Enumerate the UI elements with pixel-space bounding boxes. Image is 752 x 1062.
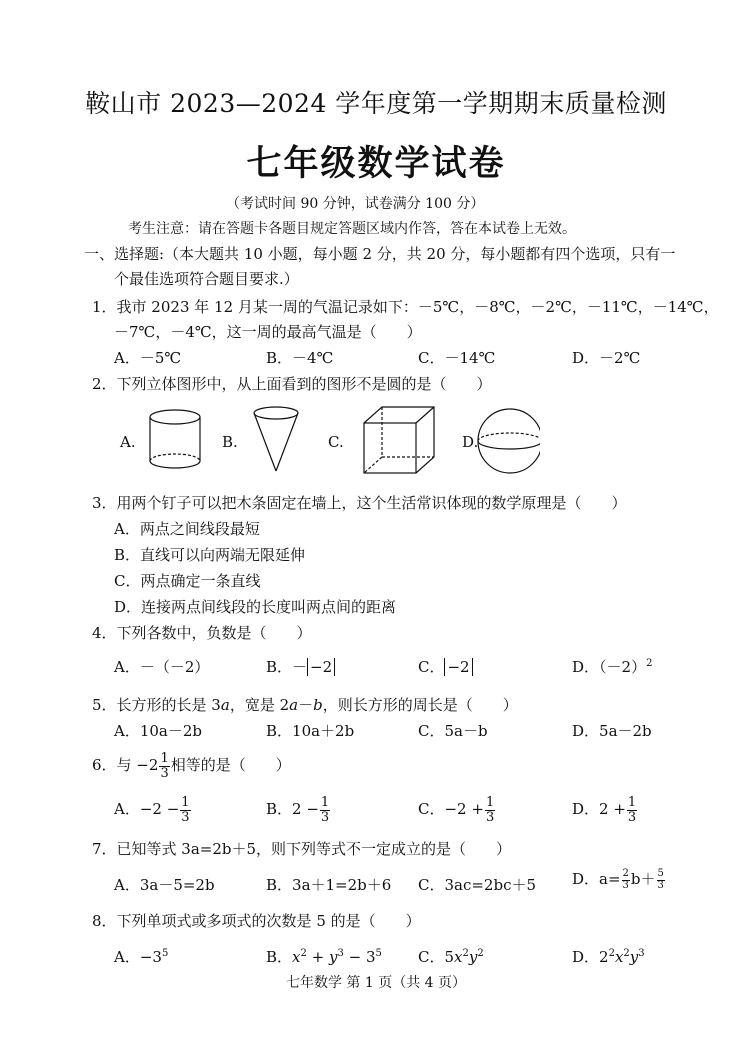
q5-option-c: C．5a－b (418, 722, 488, 740)
q6-option-c: C．−2 + $\frac{1}{3}$ (418, 795, 495, 825)
q7-option-a: A．3a－5=2b (114, 876, 215, 894)
exam-notice: 考生注意：请在答题卡各题目规定答题区域内作答，答在本试卷上无效。 (128, 221, 576, 237)
cone-figure (254, 407, 298, 471)
q1-stem-cont: －7℃，－4℃，这一周的最高气温是（ ） (114, 323, 422, 341)
q4-option-d: D．$(-2)^2$ (572, 658, 653, 676)
q8-option-c: C．$5x^2y^2$ (418, 948, 484, 966)
q7-option-c: C．3ac=2bc＋5 (418, 876, 537, 894)
q5-option-d: D．5a－2b (572, 722, 652, 740)
q6-option-a: A．−2 − $\frac{1}{3}$ (114, 795, 190, 825)
q2-option-a: A. (120, 433, 136, 451)
q3-option-b: B．直线可以向两端无限延伸 (114, 546, 306, 564)
q8-stem: 8．下列单项式或多项式的次数是 5 的是（ ） (92, 912, 421, 930)
q5-option-a: A．10a－2b (114, 722, 203, 740)
q8-option-b: B．$x^2 + y^3 - 3^5$ (266, 948, 382, 966)
cylinder-figure (150, 410, 200, 468)
q4-stem: 4．下列各数中，负数是（ ） (92, 624, 312, 642)
section1-heading-cont: 个最佳选项符合题目要求.） (114, 270, 299, 288)
q7-option-d: D．a= $\frac{2}{3}$ b＋ $\frac{5}{3}$ (572, 868, 664, 891)
exam-title: 鞍山市 2023—2024 学年度第一学期期末质量检测 (85, 89, 667, 118)
q2-option-c: C. (328, 433, 344, 451)
q2-option-d: D. (462, 433, 479, 451)
q1-option-b: B．－4℃ (266, 349, 334, 367)
section1-heading: 一、选择题:（本大题共 10 小题，每小题 2 分，共 20 分，每小题都有四个选项，只有一 (84, 245, 676, 263)
exam-time-score: （考试时间 90 分钟，试卷满分 100 分） (226, 196, 485, 212)
abs-value: −2 (444, 658, 472, 676)
q6-stem: 6．与 −2 $\frac{1}{3}$ 相等的是（ ） (92, 751, 291, 781)
q8-option-a: A．$-3^5$ (114, 948, 169, 966)
q4-option-c: C． −2 (418, 656, 473, 677)
q5-stem: 5．长方形的长是 3a，宽是 2a－b，则长方形的周长是（ ） (92, 696, 518, 714)
q8-option-d: D．$2^2x^2y^3$ (572, 948, 645, 966)
q2-option-b: B. (222, 433, 238, 451)
mixed-fraction: $\frac{1}{3}$ (160, 751, 169, 781)
q1-option-d: D．－2℃ (572, 349, 641, 367)
q3-option-a: A．两点之间线段最短 (114, 520, 260, 538)
q1-stem: 1．我市 2023 年 12 月某一周的气温记录如下：－5℃，－8℃，－2℃，－11℃，－14℃， (92, 298, 719, 316)
q7-option-b: B．3a＋1=2b＋6 (266, 876, 392, 894)
q3-option-d: D．连接两点间线段的长度叫两点间的距离 (114, 598, 397, 616)
cube-figure (364, 407, 434, 473)
abs-value: −2 (307, 658, 335, 676)
q4-option-b: B．－ −2 (266, 656, 335, 677)
q6-option-d: D．2 + $\frac{1}{3}$ (572, 795, 637, 825)
q3-stem: 3．用两个钉子可以把木条固定在墙上，这个生活常识体现的数学原理是（ ） (92, 494, 627, 512)
q3-option-c: C．两点确定一条直线 (114, 572, 261, 590)
q1-option-a: A．－5℃ (114, 349, 182, 367)
q2-stem: 2．下列立体图形中，从上面看到的图形不是圆的是（ ） (92, 375, 492, 393)
q5-option-b: B．10a＋2b (266, 722, 355, 740)
q4-option-a: A．－（－2） (114, 658, 210, 676)
q2-figures (140, 405, 540, 477)
q7-stem: 7．已知等式 3a=2b＋5，则下列等式不一定成立的是（ ） (92, 840, 512, 858)
q6-option-b: B．2 − $\frac{1}{3}$ (266, 795, 330, 825)
exam-subtitle: 七年级数学试卷 (246, 143, 506, 184)
sphere-figure (478, 409, 540, 473)
q1-option-c: C．－14℃ (418, 349, 496, 367)
page-footer: 七年数学 第 1 页（共 4 页） (285, 975, 467, 991)
